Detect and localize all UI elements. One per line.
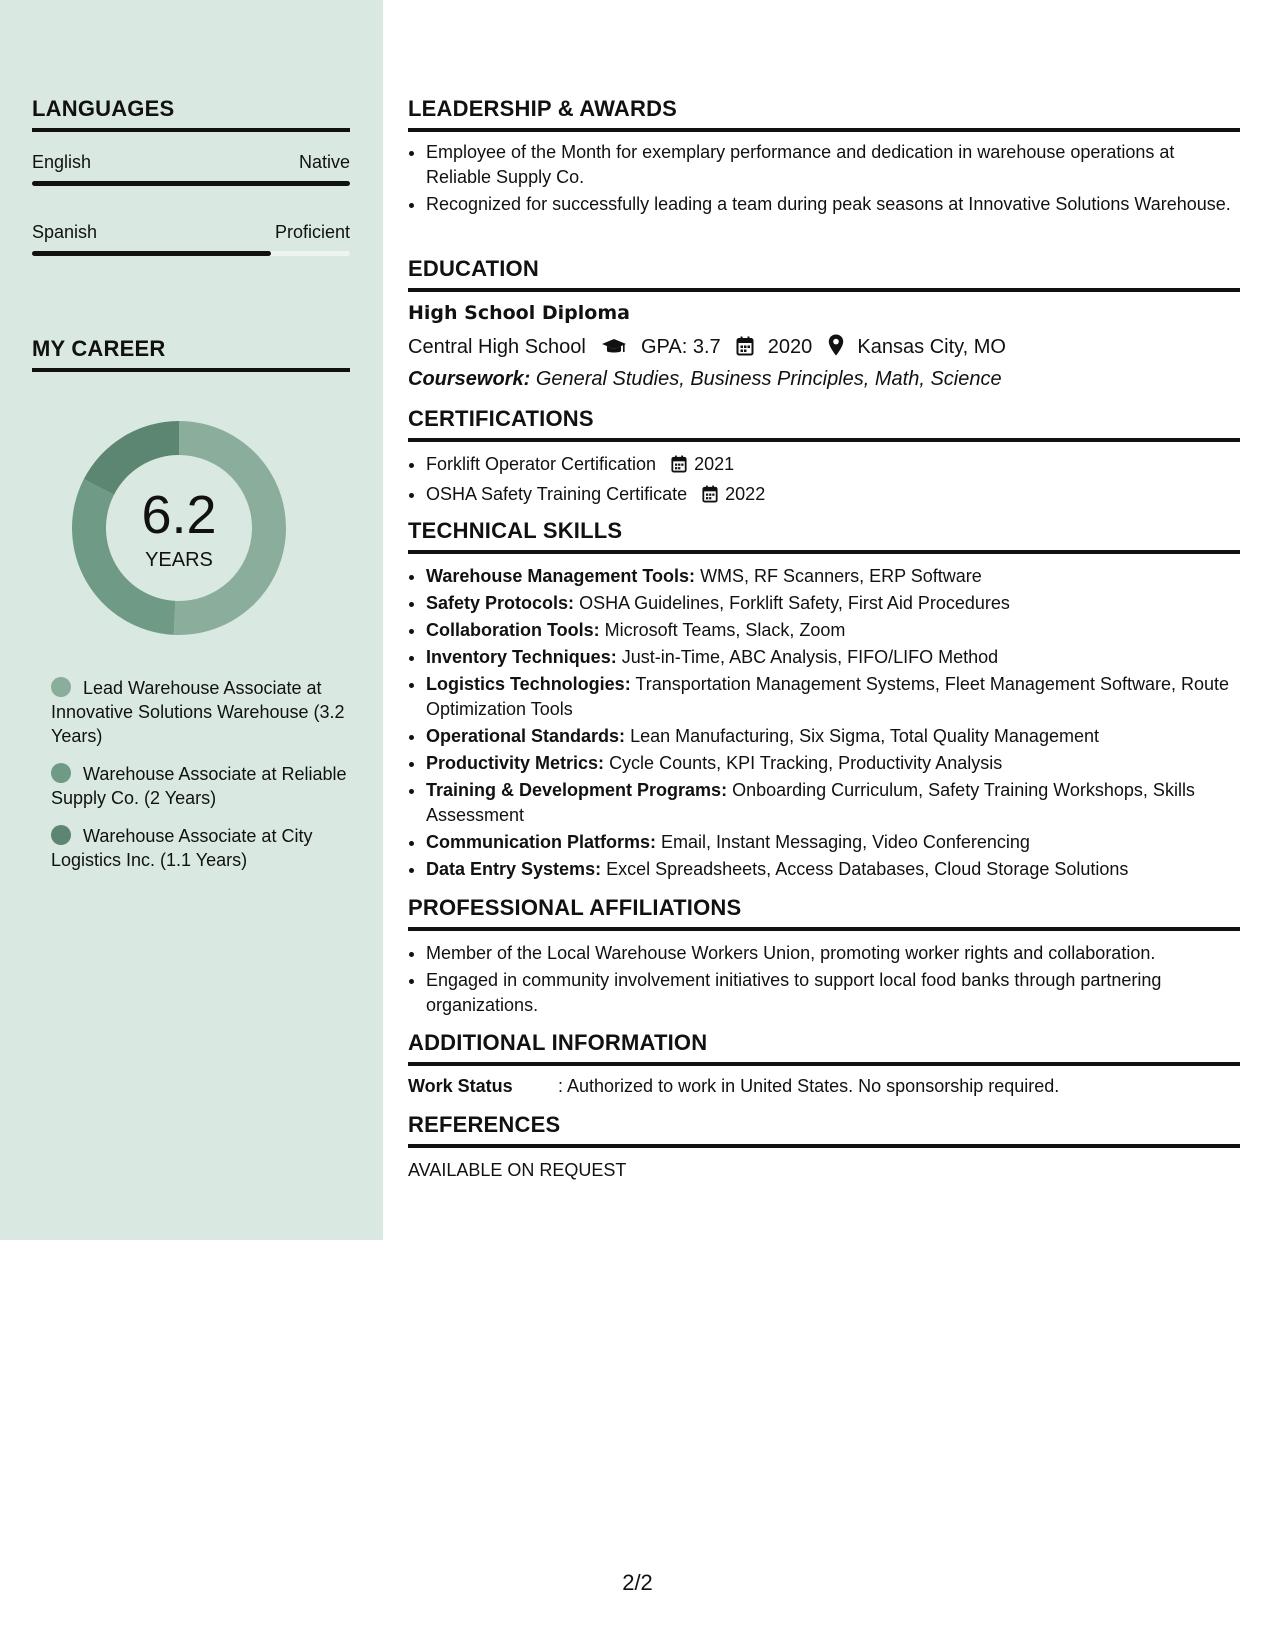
languages-section <box>32 96 350 256</box>
certification-name: OSHA Safety Training Certificate <box>426 484 688 504</box>
education-year: 2020 <box>767 336 813 358</box>
skill-item <box>426 724 1240 749</box>
skill-label: Communication Platforms: <box>426 832 657 852</box>
leadership-item: • Recognized for successfully leading a team during peak seasons at Innovative Solutions Warehouse. <box>426 192 1240 217</box>
calendar-icon <box>702 485 718 510</box>
skill-label: Safety Protocols: <box>426 593 575 613</box>
skill-value: Lean Manufacturing, Six Sigma, Total Quality Management <box>630 726 1099 746</box>
skill-item <box>426 857 1240 882</box>
skill-label: Inventory Techniques: <box>426 647 617 667</box>
career-item <box>51 676 351 748</box>
career-item-text: Lead Warehouse Associate at Innovative Solutions Warehouse (3.2 Years) <box>51 678 345 746</box>
language-name: English <box>32 152 92 172</box>
page-number: 2/2 <box>622 1570 653 1595</box>
language-level: Proficient <box>274 222 350 242</box>
education-location: Kansas City, MO <box>857 336 1006 358</box>
career-item <box>51 762 351 810</box>
skill-value: Onboarding Curriculum, Safety Training Workshops, Skills Assessment <box>426 780 1195 825</box>
affiliation-item: • Member of the Local Warehouse Workers Union, promoting worker rights and collaboration. <box>426 941 1240 966</box>
career-donut-chart <box>66 415 292 641</box>
language-bar-fill <box>32 181 350 186</box>
skill-label: Data Entry Systems: <box>426 859 602 879</box>
language-bar <box>32 181 350 186</box>
language-item <box>32 222 350 256</box>
skill-value: Excel Spreadsheets, Access Databases, Cloud Storage Solutions <box>606 859 1129 879</box>
language-bar <box>32 251 350 256</box>
certification-year: 2021 <box>694 454 735 474</box>
language-level: Native <box>298 152 350 172</box>
education-degree: High School Diploma <box>408 302 630 324</box>
certification-item <box>426 482 1240 510</box>
skill-item <box>426 564 1240 589</box>
skill-item <box>426 751 1240 776</box>
language-bar-fill <box>32 251 271 256</box>
career-dot-icon <box>51 763 71 783</box>
sidebar <box>0 0 383 1240</box>
affiliation-item: • Engaged in community involvement initiatives to support local food banks through partnering organizations. <box>426 968 1240 1018</box>
career-item-text: Warehouse Associate at Reliable Supply Co. (2 Years) <box>51 764 347 808</box>
education-coursework <box>408 368 1240 391</box>
skill-value: Email, Instant Messaging, Video Conferencing <box>661 832 1030 852</box>
skill-label: Warehouse Management Tools: <box>426 566 696 586</box>
career-total: 6.2 <box>141 485 217 545</box>
references-text: AVAILABLE ON REQUEST <box>408 1160 627 1180</box>
career-item <box>51 824 351 872</box>
education-heading: EDUCATION <box>408 256 1240 292</box>
languages-heading: LANGUAGES <box>32 96 350 132</box>
career-dot-icon <box>51 677 71 697</box>
work-status-label: Work Status <box>408 1076 513 1096</box>
skill-value: OSHA Guidelines, Forklift Safety, First Aid Procedures <box>579 593 1010 613</box>
coursework-label: Coursework: <box>408 368 531 390</box>
education-section <box>408 256 1240 391</box>
skill-value: WMS, RF Scanners, ERP Software <box>700 566 982 586</box>
education-details <box>408 334 1240 362</box>
skill-value: Just-in-Time, ABC Analysis, FIFO/LIFO Method <box>621 647 999 667</box>
additional-heading: ADDITIONAL INFORMATION <box>408 1030 1240 1066</box>
skills-section <box>408 518 1240 884</box>
leadership-section <box>408 96 1240 219</box>
skill-value: Cycle Counts, KPI Tracking, Productivity Analysis <box>609 753 1003 773</box>
work-status-row <box>408 1076 1240 1097</box>
references-heading: REFERENCES <box>408 1112 1240 1148</box>
calendar-icon <box>671 455 687 480</box>
skill-item <box>426 618 1240 643</box>
career-heading: MY CAREER <box>32 336 350 372</box>
certification-item <box>426 452 1240 480</box>
career-section <box>32 336 350 372</box>
skill-item <box>426 778 1240 828</box>
work-status-value: : Authorized to work in United States. No sponsorship required. <box>558 1076 1060 1096</box>
career-list <box>51 676 351 886</box>
graduation-cap-icon <box>601 338 627 362</box>
skill-item <box>426 645 1240 670</box>
calendar-icon <box>736 336 754 362</box>
skill-label: Operational Standards: <box>426 726 626 746</box>
skill-item <box>426 830 1240 855</box>
certifications-heading: CERTIFICATIONS <box>408 406 1240 442</box>
career-item-text: Warehouse Associate at City Logistics Inc. (1.1 Years) <box>51 826 313 870</box>
skills-heading: TECHNICAL SKILLS <box>408 518 1240 554</box>
language-item <box>32 152 350 186</box>
education-school: Central High School <box>408 336 586 358</box>
skill-label: Productivity Metrics: <box>426 753 605 773</box>
skill-value: Transportation Management Systems, Fleet Management Software, Route Optimization Tools <box>426 674 1230 719</box>
leadership-heading: LEADERSHIP & AWARDS <box>408 96 1240 132</box>
affiliations-heading: PROFESSIONAL AFFILIATIONS <box>408 895 1240 931</box>
skill-label: Training & Development Programs: <box>426 780 728 800</box>
education-gpa: GPA: 3.7 <box>641 336 721 358</box>
skill-label: Logistics Technologies: <box>426 674 631 694</box>
certification-name: Forklift Operator Certification <box>426 454 657 474</box>
additional-section <box>408 1030 1240 1097</box>
skill-label: Collaboration Tools: <box>426 620 600 640</box>
certifications-section <box>408 406 1240 512</box>
references-section <box>408 1112 1240 1181</box>
map-pin-icon <box>828 334 844 362</box>
skill-value: Microsoft Teams, Slack, Zoom <box>604 620 846 640</box>
leadership-item: • Employee of the Month for exemplary performance and dedication in warehouse operations at Reliable Supply Co. <box>426 140 1240 190</box>
language-name: Spanish <box>32 222 98 242</box>
skill-item <box>426 672 1240 722</box>
certification-year: 2022 <box>725 484 766 504</box>
coursework-value: General Studies, Business Principles, Math, Science <box>535 368 1002 390</box>
affiliations-section <box>408 895 1240 1020</box>
skill-item <box>426 591 1240 616</box>
career-unit: YEARS <box>145 549 213 571</box>
career-dot-icon <box>51 825 71 845</box>
